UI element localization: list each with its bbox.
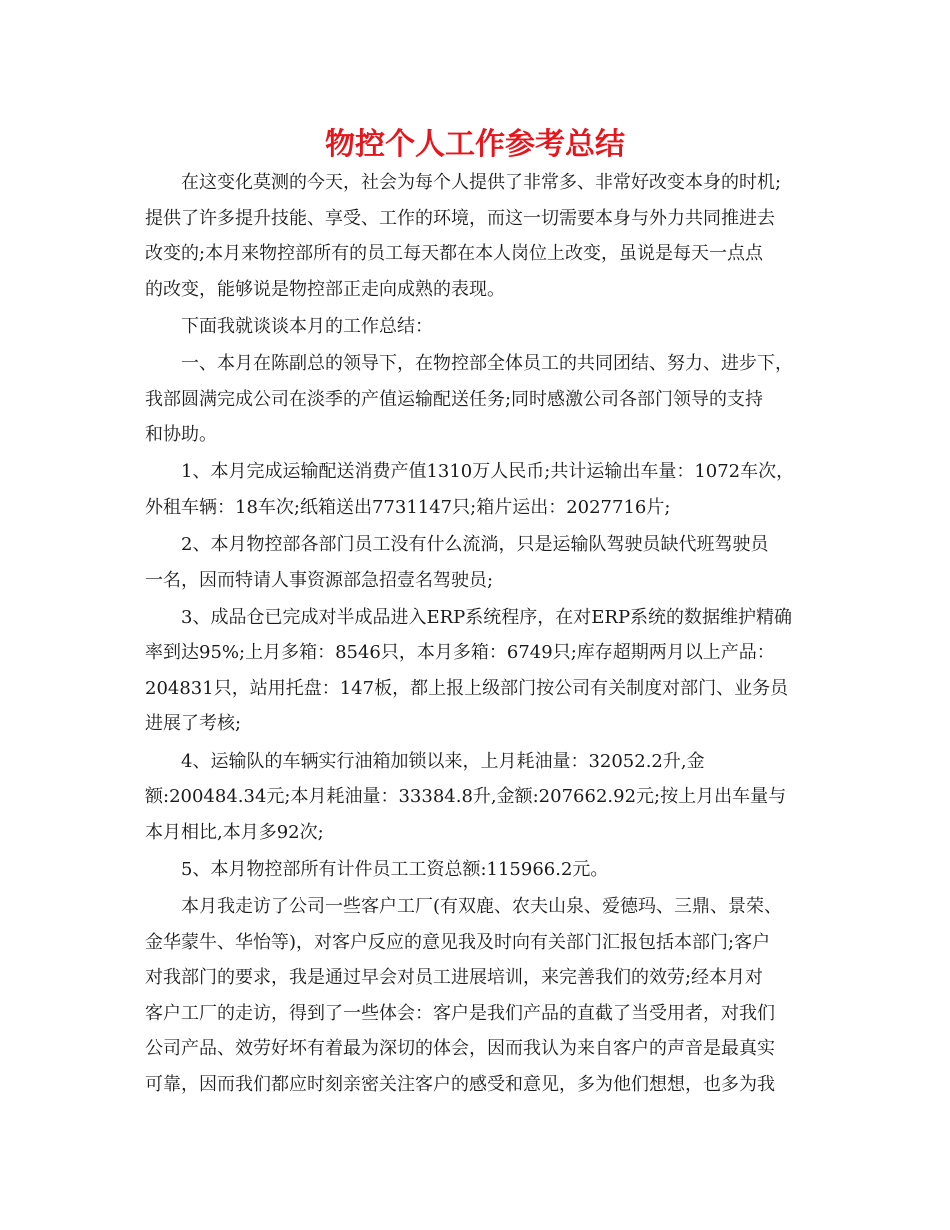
text-line: 一、本月在陈副总的领导下，在物控部全体员工的共同团结、努力、进步下，	[145, 353, 793, 375]
paragraph	[145, 744, 810, 851]
paragraph	[145, 346, 810, 453]
text-line: 本月我走访了公司一些客户工厂(有双鹿、农夫山泉、爱德玛、三鼎、景荣、	[145, 896, 783, 918]
text-line: 一名，因而特请人事资源部急招壹名驾驶员;	[145, 569, 494, 591]
paragraph	[145, 454, 810, 525]
paragraph	[145, 852, 810, 888]
paragraph	[145, 600, 810, 742]
text-line: 公司产品、效劳好坏有着最为深切的体会，因而我认为来自客户的声音是最真实	[145, 1038, 775, 1060]
text-line: 和协助。	[145, 424, 217, 446]
text-line: 1、本月完成运输配送消费产值1310万人民币;共计运输出车量：1072车次，	[145, 461, 795, 483]
text-line: 的改变，能够说是物控部正走向成熟的表现。	[145, 278, 505, 300]
text-line: 2、本月物控部各部门员工没有什么流淌，只是运输队驾驶员缺代班驾驶员	[145, 534, 769, 556]
text-line: 可靠，因而我们都应时刻亲密关注客户的感受和意见，多为他们想想，也多为我	[145, 1073, 775, 1095]
text-line: 下面我就谈谈本月的工作总结：	[145, 315, 433, 337]
text-line: 额:200484.34元;本月耗油量：33384.8升,金额:207662.92元;按上月出车量与	[145, 786, 787, 808]
text-line: 客户工厂的走访，得到了一些体会：客户是我们产品的直截了当受用者，对我们	[145, 1002, 775, 1024]
text-line: 外租车辆：18车次;纸箱送出7731147只;箱片运出：2027716片;	[145, 496, 671, 518]
paragraph	[145, 309, 810, 345]
text-line: 我部圆满完成公司在淡季的产值运输配送任务;同时感激公司各部门领导的支持	[145, 388, 764, 410]
text-line: 本月相比,本月多92次;	[145, 821, 324, 843]
text-line: 4、运输队的车辆实行油箱加锁以来，上月耗油量：32052.2升,金	[145, 750, 705, 772]
document-body	[145, 165, 810, 1102]
text-line: 3、成品仓已完成对半成品进入ERP系统程序，在对ERP系统的数据维护精确	[145, 606, 793, 628]
text-line: 率到达95%;上月多箱：8546只，本月多箱：6749只;库存超期两月以上产品：	[145, 642, 775, 664]
paragraph	[145, 165, 810, 307]
text-line: 对我部门的要求，我是通过早会对员工进展培训，来完善我们的效劳;经本月对	[145, 967, 764, 989]
text-line: 5、本月物控部所有计件员工工资总额:115966.2元。	[145, 859, 609, 881]
text-line: 金华蒙牛、华怡等)，对客户反应的意见我及时向有关部门汇报包括本部门;客户	[145, 931, 771, 953]
document-title: 物控个人工作参考总结	[325, 127, 625, 162]
text-line: 改变的;本月来物控部所有的员工每天都在本人岗位上改变，虽说是每天一点点	[145, 243, 764, 264]
text-line: 204831只，站用托盘：147板，都上报上级部门按公司有关制度对部门、业务员	[145, 677, 789, 699]
text-line: 在这变化莫测的今天，社会为每个人提供了非常多、非常好改变本身的时机;	[145, 172, 782, 193]
paragraph	[145, 527, 810, 598]
text-line: 进展了考核;	[145, 713, 242, 735]
text-line: 提供了许多提升技能、享受、工作的环境，而这一切需要本身与外力共同推进去	[145, 207, 775, 229]
paragraph	[145, 889, 810, 1102]
